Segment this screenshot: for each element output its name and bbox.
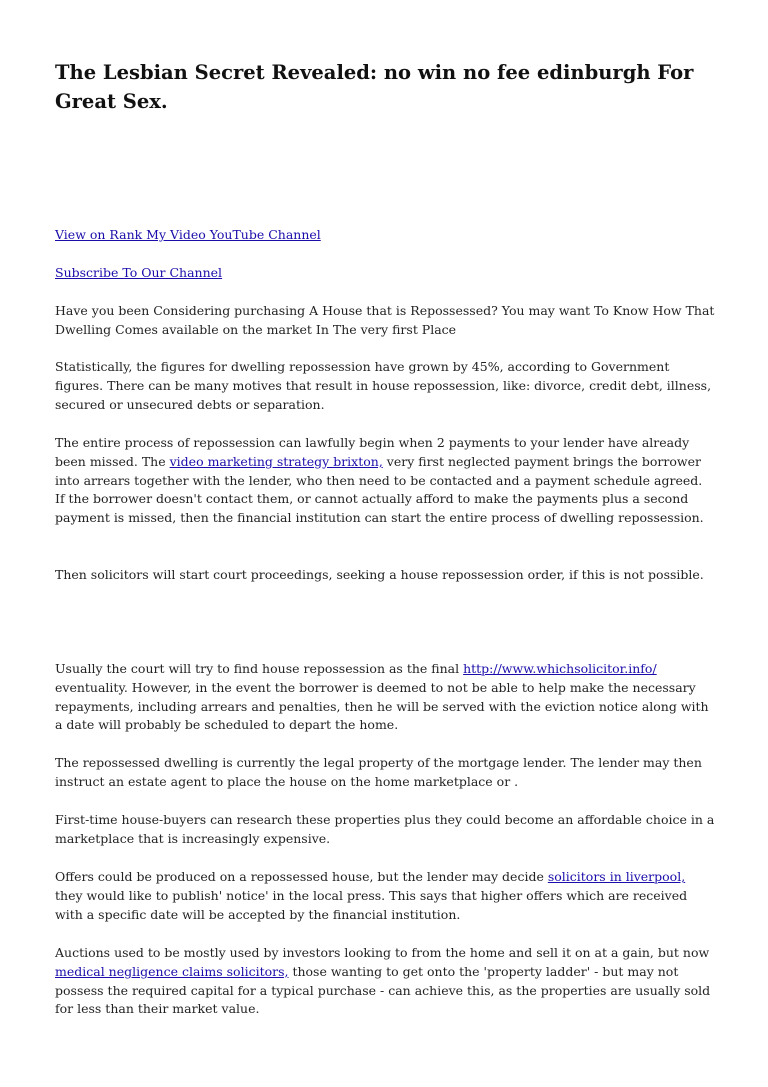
paragraph-6: The repossessed dwelling is currently the legal property of the mortgage lender. The lender may then instruct an estate agent to place the house on the home marketplace or . [55,755,702,789]
whichsolicitor-link[interactable]: http://www.whichsolicitor.info/ [463,661,657,676]
paragraph-5 [55,660,715,735]
paragraph-9-text-b: those wanting to get onto the 'property ladder' - but may not possess the required capital for a typical purchase - can achieve this, as the properties are usually sold for less than their market value. [55,963,711,1017]
medical-negligence-link[interactable]: medical negligence claims solicitors, [55,963,289,979]
paragraph-9-text-a: Auctions used to be mostly used by investors looking to from the home and sell it on at a gain, but now [55,945,710,960]
paragraph-5-text-a: Usually the court will try to find house repossession as the final [55,661,464,676]
subscribe-line [55,264,222,282]
paragraph-8-text-b: they would like to publish' notice' in the local press. This says that higher offers which are received with a specific date will be accepted by the financial institution. [55,887,688,922]
paragraph-4: Then solicitors will start court proceedings, seeking a house repossession order, if this is not possible. [55,567,704,582]
page-title: The Lesbian Secret Revealed: no win no fee edinburgh For Great Sex. [55,61,694,113]
paragraph-7: First-time house-buyers can research these properties plus they could become an affordable choice in a marketplace that is increasingly expensive. [55,812,715,846]
paragraph-1: Have you been Considering purchasing A House that is Repossessed? You may want To Know How That Dwelling Comes available on the market In The very first Place [55,303,715,337]
paragraph-5-text-b: eventuality. However, in the event the borrower is deemed to not be able to help make the necessary repayments, including arrears and penalties, then he will be served with the eviction notice along with a date will probably be scheduled to depart the home. [55,679,709,733]
view-channel-line [55,226,321,244]
view-channel-link[interactable]: View on Rank My Video YouTube Channel [55,227,321,242]
paragraph-2: Statistically, the figures for dwelling repossession have grown by 45%, according to Government figures. There can be many motives that result in house repossession, like: divorce, credit debt, illness, secured or unsecured debts or separation. [55,359,712,412]
paragraph-3-text-a: The entire process of repossession can lawfully begin when 2 payments to your lender have already been missed. The [55,435,690,469]
paragraph-3 [55,434,715,528]
solicitors-liverpool-link[interactable]: solicitors in liverpool, [547,869,686,884]
paragraph-8-text-a: Offers could be produced on a repossessed house, but the lender may decide [55,869,548,884]
subscribe-link[interactable]: Subscribe To Our Channel [55,265,223,280]
paragraph-3-text-b: very first neglected payment brings the borrower into arrears together with the lender, who then need to be contacted and a payment schedule agreed. If the borrower doesn't contact them, or cannot actually afford to make the payments plus a second payment is missed, then the financial institution can start the entire process of dwelling repossession. [55,453,704,526]
paragraph-8 [55,868,715,924]
paragraph-9 [55,944,715,1019]
video-marketing-link[interactable]: video marketing strategy brixton, [169,453,383,469]
